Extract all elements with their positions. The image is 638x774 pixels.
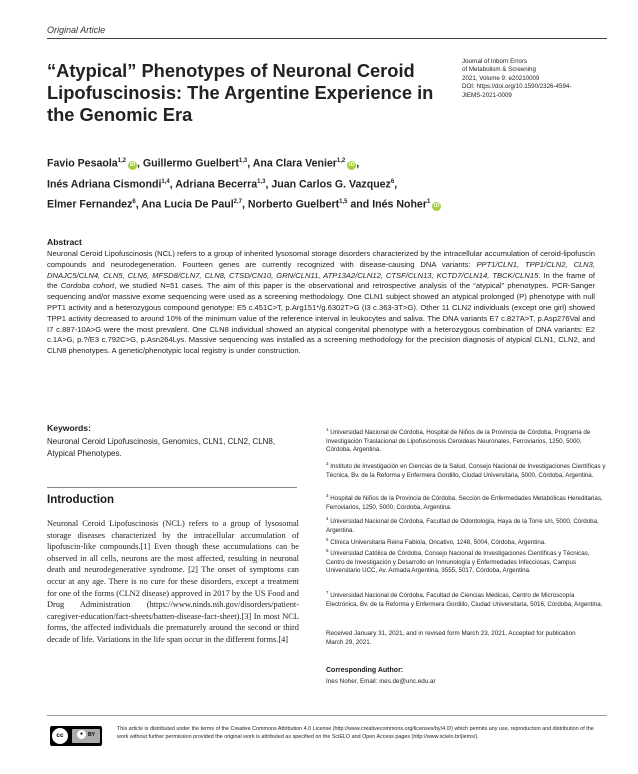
journal-name-line2: of Metabolism & Screening (462, 66, 536, 74)
affiliation-text: Clínica Universitaria Reina Fabiola, Oncativo, 1248, 5004, Córdoba, Argentina. (330, 539, 546, 547)
affiliation-item (326, 426, 606, 455)
author-affiliation-sup: 6 (132, 199, 136, 206)
affiliation-item (326, 589, 606, 609)
author-name: Norberto Guelbert (247, 198, 340, 211)
received-dates: Received January 31, 2021, and in revised form March 23, 2021. Accepted for publication March 29, 2021. (326, 630, 576, 646)
affiliation-text: Hospital de Niños de la Provincia de Córdoba, Sección de Enfermedades Metabólicas Hereditarias, Ferroviarios, 1250, 5000, Córdoba, Argentina. (326, 495, 603, 511)
introduction-divider (47, 487, 297, 488)
affiliation-item (326, 536, 606, 548)
orcid-icon[interactable]: iD (129, 161, 136, 168)
creative-commons-badge[interactable] (50, 726, 102, 746)
affiliation-text: Instituto de Investigación en Ciencias de la Salud, Consejo Nacional de Investigaciones Científicas y Técnica, Bv. de la Reforma y Enfermera Gordillo, Ciudad Universitaria, 5000, Córdoba, Argentina. (326, 463, 606, 479)
author-name: Ana Lucia De Paul (141, 198, 234, 211)
abstract-text-part2: . In the frame of the (47, 270, 596, 291)
author-affiliation-sup: 1,4 (161, 178, 170, 185)
affiliation-item (326, 515, 606, 535)
author-name: Elmer Fernandez (47, 198, 133, 211)
affiliation-text: Universidad Católica de Córdoba, Consejo Nacional de Investigaciones Científicas y Técnicas, Centro de Investigación y Desarrollo en Inmunología y Enfermedades Infecciosas, Campus Universitario UCC, Av. Armada Argentina, 3555, 5017, Córdoba, Argentina. (326, 550, 590, 575)
abstract-cohort-name: Cordoba cohort (60, 281, 115, 291)
author-name: Adriana Becerra (175, 178, 258, 191)
affiliation-item (326, 547, 606, 576)
affiliation-number: 3 (326, 493, 329, 498)
author-name: Inés Noher (372, 198, 427, 211)
keywords-text: Neuronal Ceroid Lipofuscinosis, Genomics, CLN1, CLN2, CLN8, Atypical Phenotypes. (47, 437, 276, 458)
author-line-3: Elmer Fernandez$^6$, Ana Lucia De Paul$^{2,7}$, Norberto Guelbert$^{1,5}$ and Inés Noher$^1$iD (47, 198, 440, 211)
abstract-text-part3: , we studied N=51 cases. The aim of this paper is the observational and retrospective analysis of the “atypical” phenotypes. PCR-Sanger sequencing and/or massive exome sequencing were used as a screening methodology. One CLN1 subject showed an atypical prolonged (P) phenotype with null PPT1 activity and a heterozygous compound genotype: E5 c.451C>T, p.Arg151*/g.6302T>G (I3 c.363-3T>G). Other 11 CLN2 individuals (except one girl) showed TPP1 activity decreased to around 10% of the minimum value of the reference interval in leukocytes and saliva. The DNA variants E7 c.827A>T, p.Asp276Val and I7 c.887-10A>G were the most prevalent. One CLN8 individual showed an atypical congenital phenotype with a heterozygous combination of DNA variants: E2 c.1A>G, p.?/E3 c.792C>G, p.Asn264Lys. Massive sequencing was installed as a screening methodology for the precision diagnosis of atypical CLN1, CLN2, and CLN8 phenotypes. A genetic/phenotypic local registry is under construction. (47, 281, 595, 356)
author-affiliation-sup: 1,3 (238, 158, 248, 164)
affiliation-text: Universidad Nacional de Córdoba, Hospital de Niños de la Provincia de Córdoba, Programa de Investigación Traslacional de Lipofuscinosis Ceroideas Neuronales, Ferroviarios, 1250, 5000, Córdoba, Argentina. (326, 429, 591, 454)
introduction-heading: Introduction (47, 494, 115, 506)
author-list (47, 152, 617, 214)
affiliation-number: 1 (326, 427, 329, 432)
top-divider (47, 38, 607, 39)
journal-info (462, 58, 612, 100)
affiliation-number: 2 (326, 461, 329, 466)
journal-name-line1: Journal of Inborn Errors (462, 58, 527, 65)
abstract-gene-list: PPT1/CLN1, TPP1/CLN2, CLN3, DNAJC5/CLN4, CLN5, CLN6, MFSD8/CLN7, CLN8, CTSD/CN10, GRN/CLN11, ATP13A2/CLN12, CTSF/CLN13, KCTD7/CLN14, TBCK/CLN15 (47, 259, 596, 280)
corresponding-author-info[interactable]: Ines Noher, Email: ines.de@unc.edu.ar (326, 678, 436, 685)
author-name: Guillermo Guelbert (142, 157, 239, 170)
author-name: Ana Clara Venier (252, 157, 337, 170)
affiliation-text: Universidad Nacional de Córdoba, Facultad de Odontología, Haya de la Torre s/n, 5000, Córdoba, Argentina. (326, 518, 599, 534)
abstract-text-part1: Neuronal Ceroid Lipofuscinosis (NCL) refers to a group of inherited lysosomal storage disorders characterized by the intracellular accumulation of ceroid-lipofuscin compounds and neurodegeneration. Fourteen genes are currently recognized with disease-causing DNA variants: (47, 249, 595, 269)
affiliation-number: 4 (326, 516, 329, 521)
journal-doi-suffix[interactable]: JIEMS-2021-0009 (462, 91, 512, 99)
person-icon: ● (77, 730, 86, 739)
by-label: BY (88, 732, 95, 738)
journal-volume: 2021, Volume 9: e20210009 (462, 74, 540, 82)
footer-divider (47, 715, 607, 716)
author-affiliation-sup: 1,2 (117, 158, 127, 164)
keywords-heading: Keywords: (47, 423, 91, 433)
orcid-icon[interactable]: iD (434, 202, 440, 209)
abstract-body (47, 249, 595, 357)
affiliation-item (326, 492, 606, 512)
author-affiliation-sup: 6 (390, 178, 395, 185)
author-line-2: Inés Adriana Cismondi$^{1,4}$, Adriana Becerra$^{1,3}$, Juan Carlos G. Vazquez$^6$, (47, 178, 398, 191)
author-name: Juan Carlos G. Vazquez (271, 178, 391, 191)
affiliation-item (326, 460, 606, 480)
cc-icon: cc (52, 728, 68, 744)
affiliation-number: 6 (326, 548, 329, 553)
license-text: This article is distributed under the terms of the Creative Commons Attribution 4.0 License (http://www.creativecommons.org/licenses/by/4.0/) which permits any use, reproduction and distribution of the work without further permission provided the original work is attributed as specified on the SciELO and Open Access pages (http://www.scielo.br/jiems/). (117, 726, 594, 741)
author-affiliation-sup: 1,2 (336, 158, 346, 164)
author-name: Favio Pesaola (47, 157, 118, 170)
author-line-1: Favio Pesaola$^{1,2}$iD , Guillermo Guelbert$^{1,3}$, Ana Clara Venier$^{1,2}$iD , (47, 157, 360, 170)
introduction-body: Neuronal Ceroid Lipofuscinosis (NCL) refers to a group of lysosomal storage diseases characterized by the intracellular accumulation of lipofuscin-like compounds.[1] Even though these accumulations can be observed in all cells, neurons are the most affected, resulting in neuronal death and neurodegenerative syndrome. [2] The onset of symptoms can occur at any age. There is no cure for these disorders, except a treatment for one of the forms (CLN2 disease) approved in 2017 by the US Food and Drug Administration (https://www.ninds.nih.gov/disorders/patient-caregiver-education/fact-sheets/batten-disease-fact-sheet).[3] In most NCL forms, the affected individuals die prematurely around the second or third decade of life. Variations in the life span occur in the different forms.[4] (47, 519, 299, 644)
author-affiliation-sup: 1,5 (339, 199, 348, 206)
orcid-icon[interactable]: iD (349, 161, 355, 168)
corresponding-author-heading: Corresponding Author: (326, 667, 404, 674)
affiliation-number: 7 (326, 590, 329, 595)
by-attribution-block (72, 729, 100, 743)
author-affiliation-sup: 1 (426, 199, 431, 206)
abstract-heading: Abstract (47, 237, 82, 247)
article-type-label: Original Article (47, 25, 106, 35)
author-affiliation-sup: 1,3 (257, 178, 266, 185)
journal-doi[interactable]: DOI: https://doi.org/10.1590/2326-4594- (462, 83, 572, 91)
author-name: Inés Adriana Cismondi (47, 178, 162, 191)
author-affiliation-sup: 2,7 (233, 199, 242, 206)
affiliation-number: 5 (326, 537, 329, 542)
article-title: “Atypical” Phenotypes of Neuronal Ceroid Lipofuscinosis: The Argentine Experience in the Genomic Era (47, 60, 434, 125)
affiliation-text: Universidad Nacional de Córdoba, Facultad de Ciencias Médicas, Centro de Microscopía Electrónica, Bv. de la Reforma y Enfermera Gordillo, Ciudad Universitaria, 5016, Córdoba, Argentina. (326, 592, 603, 608)
